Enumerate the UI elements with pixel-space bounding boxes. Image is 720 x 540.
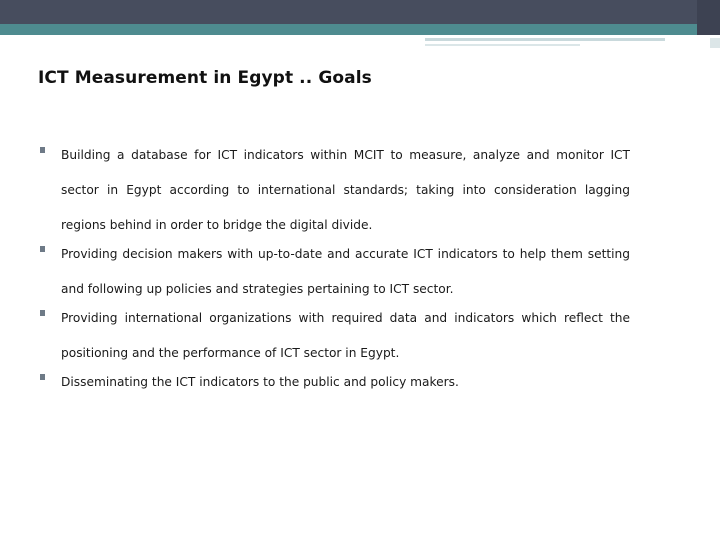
bullet-item	[40, 301, 630, 371]
bullet-item	[40, 237, 630, 307]
square-bullet-icon	[40, 147, 45, 153]
decorative-block	[710, 38, 720, 48]
bullet-text: Disseminating the ICT indicators to the public and policy makers.	[61, 375, 459, 389]
bullet-list	[40, 146, 630, 402]
square-bullet-icon	[40, 310, 45, 316]
slide-title: ICT Measurement in Egypt .. Goals	[38, 68, 372, 88]
decorative-line	[425, 44, 580, 46]
header-band	[0, 0, 720, 24]
decorative-line	[425, 38, 665, 41]
bullet-item	[40, 138, 630, 243]
header-accent-band	[0, 24, 720, 35]
header-corner-block	[697, 0, 720, 35]
bullet-text: Building a database for ICT indicators within MCIT to measure, analyze and monitor ICT sector in Egypt according to international standards; taking into consideration lagging regions behind in order to bridge the digital divide.	[61, 148, 630, 232]
square-bullet-icon	[40, 374, 45, 380]
bullet-item	[40, 365, 630, 400]
bullet-text: Providing decision makers with up-to-date and accurate ICT indicators to help them setting and following up policies and strategies pertaining to ICT sector.	[61, 247, 630, 296]
bullet-text: Providing international organizations with required data and indicators which reflect the positioning and the performance of ICT sector in Egypt.	[61, 311, 630, 360]
square-bullet-icon	[40, 246, 45, 252]
